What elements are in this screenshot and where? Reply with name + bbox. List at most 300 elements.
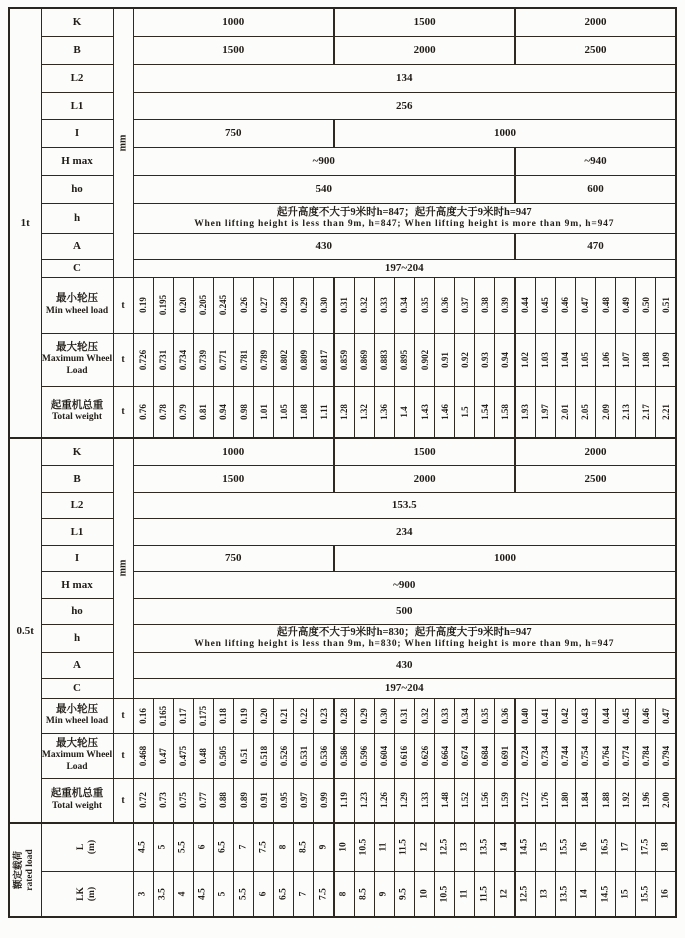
span-value-text: 10 [338,842,349,852]
load-value-text: 0.664 [439,745,450,766]
span-value-cell [314,823,334,871]
span-value-text: 11 [459,889,470,899]
load-value-text: 1.5 [459,406,470,418]
load-value-cell [294,333,314,386]
param-label-ho: ho [41,598,113,624]
load-value-text: 0.29 [359,707,370,724]
load-value-text: 0.93 [479,351,490,368]
table-row [9,277,676,333]
load-value-text: 0.195 [157,294,168,316]
table-row [9,652,676,678]
load-value-text: 0.859 [339,349,350,370]
dim-value-cell: 750 [133,119,334,147]
load-value-text: 0.526 [278,745,289,766]
load-value-text: 0.47 [157,747,168,764]
load-value-text: 0.89 [238,792,249,809]
load-value-cell [616,733,636,778]
load-value-text: 1.56 [479,792,490,809]
param-label-c: C [41,259,113,277]
table-row [9,571,676,598]
load-value-cell [234,778,254,823]
span-value-cell [435,823,455,871]
load-value-text: 0.30 [379,707,390,724]
dim-value-cell: 2500 [515,465,676,492]
span-value-cell [374,823,394,871]
span-value-text: 18 [660,842,671,852]
load-value-text: 0.49 [620,297,631,313]
load-value-cell [314,386,334,438]
load-value-cell [475,698,495,733]
dim-value-cell: 470 [515,233,676,259]
load-value-text: 1.03 [540,351,551,368]
load-value-text: 0.47 [660,707,671,724]
load-value-text: 0.536 [318,745,329,766]
load-value-cell [133,698,153,733]
load-value-cell [294,386,314,438]
rated-load-cn: 额定载荷 [14,851,25,890]
load-value-text: 0.38 [479,297,490,313]
load-value-text: 1.4 [399,406,410,418]
param-label-l2: L2 [41,492,113,518]
span-value-text: 5 [218,891,229,897]
span-value-text: 16.5 [600,838,611,856]
load-value-cell [354,733,374,778]
dim-value-cell: 1000 [133,8,334,36]
load-value-text: 0.32 [419,707,430,724]
load-value-cell [415,277,435,333]
param-label-i: I [41,545,113,571]
span-value-text: 11.5 [399,839,410,856]
load-value-text: 0.44 [520,297,531,313]
unit-t-cell: t [113,277,133,333]
load-value-text: 1.26 [379,792,390,809]
load-value-cell [475,333,495,386]
load-value-cell [455,733,475,778]
load-value-text: 0.604 [379,745,390,766]
load-value-cell [294,698,314,733]
load-value-text: 0.81 [198,403,209,420]
load-value-text: 1.19 [339,792,350,809]
load-value-cell [173,277,193,333]
load-value-cell [535,698,555,733]
span-value-text: 15.5 [559,838,570,856]
load-value-text: 2.17 [640,403,651,420]
load-value-text: 1.76 [540,792,551,809]
load-value-text: 0.31 [339,297,350,313]
table-row [9,92,676,119]
span-value-cell [153,871,173,917]
table-row [9,518,676,545]
load-value-cell [334,778,354,823]
span-value-cell [455,871,475,917]
load-value-text: 0.902 [419,349,430,370]
load-value-cell [555,698,575,733]
load-value-cell [455,778,475,823]
load-value-cell [394,386,414,438]
load-label-total-weight [41,386,113,438]
table-row [9,386,676,438]
unit-t-cell: t [113,698,133,733]
load-value-cell [213,386,233,438]
load-value-text: 0.29 [298,297,309,313]
load-value-text: 1.84 [580,792,591,809]
load-value-text: 0.45 [620,707,631,724]
span-value-cell [133,823,153,871]
span-value-cell [133,871,153,917]
table-row [9,545,676,571]
h-note-cn: 起升高度不大于9米时h=830；起升高度大于9米时h=947 [276,626,532,638]
span-value-cell [173,823,193,871]
load-value-cell [475,386,495,438]
param-label-h: h [41,624,113,652]
span-value-text: 12 [499,889,510,899]
load-value-cell [153,386,173,438]
load-value-cell [575,386,595,438]
span-value-cell [234,823,254,871]
span-value-text: 8.5 [358,887,369,900]
load-value-cell [314,733,334,778]
span-value-cell [415,823,435,871]
load-label-cn: 最小轮压 [56,293,98,304]
load-value-cell [636,778,656,823]
load-value-text: 0.40 [520,707,531,724]
rated-load-en: rated load [25,849,36,891]
param-label-h-max: H max [41,147,113,175]
load-value-text: 0.30 [318,297,329,313]
load-value-cell [334,386,354,438]
span-value-cell [575,871,595,917]
load-value-cell [294,778,314,823]
load-value-cell [656,277,676,333]
load-value-cell [515,277,535,333]
load-value-cell [173,333,193,386]
param-label-b: B [41,465,113,492]
span-value-cell [596,823,616,871]
load-value-cell [374,333,394,386]
dim-value-cell: 197~204 [133,259,676,277]
load-value-cell [455,698,475,733]
spec-table-body [9,8,676,917]
table-row [9,678,676,698]
load-value-text: 0.817 [318,349,329,370]
load-value-cell [596,733,616,778]
span-value-text: 9 [378,891,389,897]
span-value-cell [193,871,213,917]
load-value-cell [213,333,233,386]
load-value-text: 0.35 [479,707,490,724]
load-value-text: 0.774 [620,745,631,766]
table-row [9,175,676,203]
unit-mm-cell [113,438,133,698]
load-value-cell [435,698,455,733]
load-value-cell [133,277,153,333]
load-value-text: 1.46 [439,403,450,420]
dim-value-cell: 197~204 [133,678,676,698]
span-value-text: 10 [419,889,430,899]
span-value-text: 7 [238,844,249,850]
load-value-text: 0.43 [580,707,591,724]
load-value-text: 0.34 [459,707,470,724]
load-value-cell [475,277,495,333]
dim-value-cell: 600 [515,175,676,203]
load-value-cell [193,386,213,438]
param-label-a: A [41,233,113,259]
load-value-text: 0.33 [379,297,390,313]
span-value-cell [515,823,535,871]
param-label-b: B [41,36,113,64]
load-value-text: 0.691 [499,745,510,766]
dim-value-cell: 1500 [334,8,515,36]
load-value-text: 0.205 [198,294,209,316]
load-value-text: 0.91 [439,351,450,368]
span-value-text: 15.5 [640,885,651,903]
load-value-cell [274,698,294,733]
load-value-text: 0.684 [479,745,490,766]
span-unit: (m) [87,840,97,855]
load-value-text: 0.789 [258,349,269,370]
load-value-text: 0.31 [399,707,410,724]
load-value-cell [193,277,213,333]
load-value-cell [314,277,334,333]
load-value-cell [133,733,153,778]
load-value-cell [616,778,636,823]
load-label-en: Total weight [51,800,103,811]
load-value-cell [415,733,435,778]
span-value-cell [274,871,294,917]
load-value-text: 1.08 [298,403,309,420]
load-value-text: 0.165 [157,705,168,726]
load-value-cell [374,698,394,733]
span-value-cell [495,823,515,871]
load-value-text: 0.79 [178,403,189,420]
section-label-1t: 1t [9,8,41,438]
load-value-cell [173,733,193,778]
span-value-cell [153,823,173,871]
span-value-text: 4.5 [137,841,148,854]
load-value-cell [254,698,274,733]
load-value-cell [334,333,354,386]
dim-value-cell: 153.5 [133,492,676,518]
load-value-cell [415,386,435,438]
load-value-cell [515,333,535,386]
span-value-cell [555,823,575,871]
span-value-text: 12 [419,842,430,852]
load-value-cell [394,333,414,386]
load-value-text: 1.58 [499,403,510,420]
load-value-cell [555,733,575,778]
load-value-cell [274,778,294,823]
load-value-cell [274,277,294,333]
param-label-ho: ho [41,175,113,203]
param-label-k: K [41,8,113,36]
span-value-text: 14 [499,842,510,852]
load-value-text: 0.895 [399,349,410,370]
load-value-text: 2.05 [580,403,591,420]
load-value-cell [213,733,233,778]
load-value-cell [575,333,595,386]
h-note-cell [133,203,676,233]
span-value-text: 14.5 [600,885,611,903]
span-value-cell [213,871,233,917]
load-label-min-wheel-load [41,698,113,733]
load-value-text: 0.46 [640,707,651,724]
load-value-cell [636,386,656,438]
load-value-text: 0.44 [600,707,611,724]
load-value-text: 1.93 [520,403,531,420]
load-value-cell [415,778,435,823]
load-value-cell [254,333,274,386]
span-value-cell [455,823,475,871]
load-label-maximum-wheel-load [41,733,113,778]
load-value-cell [455,386,475,438]
load-value-cell [274,386,294,438]
load-value-cell [515,778,535,823]
load-value-text: 1.02 [520,351,531,368]
span-row-label-text [76,840,98,854]
load-value-cell [374,386,394,438]
load-value-text: 0.22 [298,707,309,724]
load-value-text: 0.98 [238,403,249,420]
load-value-cell [173,698,193,733]
load-value-cell [656,778,676,823]
load-label-cn: 最大轮压 [56,737,98,749]
load-value-cell [616,698,636,733]
load-value-cell [535,733,555,778]
span-value-text: 15 [539,842,550,852]
load-value-cell [636,698,656,733]
load-value-cell [575,733,595,778]
span-value-text: 3 [137,891,148,897]
load-value-cell [495,733,515,778]
span-value-text: 13.5 [479,838,490,856]
span-value-cell [374,871,394,917]
load-value-text: 2.00 [660,792,671,809]
span-value-cell [294,823,314,871]
dim-value-cell: 134 [133,64,676,92]
span-value-cell [294,871,314,917]
span-value-cell [334,823,354,871]
span-value-cell [596,871,616,917]
load-value-cell [314,698,334,733]
dim-value-cell: 1500 [133,465,334,492]
load-value-text: 0.48 [198,747,209,764]
span-unit: (m) [87,886,97,901]
load-value-cell [616,386,636,438]
load-value-text: 1.72 [520,792,531,809]
load-value-text: 0.91 [258,792,269,809]
load-value-cell [495,386,515,438]
dim-value-cell: 2000 [334,36,515,64]
span-value-text: 10.5 [439,885,450,903]
load-value-cell [254,386,274,438]
load-value-text: 0.88 [218,792,229,809]
span-value-cell [656,823,676,871]
span-value-text: 6.5 [278,887,289,900]
load-value-text: 0.734 [540,745,551,766]
load-value-text: 0.42 [560,707,571,724]
load-value-cell [435,333,455,386]
load-value-text: 1.48 [439,792,450,809]
load-value-cell [636,333,656,386]
load-value-cell [535,277,555,333]
load-value-text: 1.07 [620,351,631,368]
unit-t-cell: t [113,386,133,438]
load-value-text: 0.73 [157,792,168,809]
span-value-text: 11 [378,842,389,852]
h-note-cell [133,624,676,652]
load-label-en: Maximum Wheel Load [41,354,113,376]
load-value-text: 0.17 [178,707,189,724]
load-value-cell [354,698,374,733]
load-value-text: 0.45 [540,297,551,313]
span-value-text: 12.5 [439,838,450,856]
load-value-text: 0.77 [198,792,209,809]
load-value-cell [535,778,555,823]
load-value-cell [334,733,354,778]
load-value-text: 1.52 [459,792,470,809]
param-label-l1: L1 [41,92,113,119]
load-value-text: 0.739 [198,349,209,370]
span-row-label-l [41,823,133,871]
load-label-en: Total weight [51,412,103,423]
dim-value-cell: 1500 [133,36,334,64]
h-note-en: When lifting height is less than 9m, h=830; When lifting height is more than 9m, h=947 [194,638,615,649]
h-note-en: When lifting height is less than 9m, h=847; When lifting height is more than 9m, h=947 [194,218,615,229]
load-value-cell [636,733,656,778]
load-value-text: 0.39 [499,297,510,313]
dim-value-cell: 1500 [334,438,515,465]
load-value-text: 0.468 [137,745,148,766]
load-value-cell [193,778,213,823]
load-value-text: 0.869 [359,349,370,370]
load-value-text: 1.05 [580,351,591,368]
span-value-cell [535,823,555,871]
load-value-cell [294,277,314,333]
load-value-text: 1.59 [499,792,510,809]
span-value-text: 17.5 [640,838,651,856]
dim-value-cell: 750 [133,545,334,571]
load-value-text: 0.92 [459,351,470,368]
load-value-text: 0.97 [298,792,309,809]
span-value-cell [616,871,636,917]
load-label-cn: 起重机总重 [50,399,104,411]
load-value-text: 0.20 [258,707,269,724]
load-label-total-weight [41,778,113,823]
load-value-cell [495,277,515,333]
load-value-cell [616,333,636,386]
load-label-maximum-wheel-load [41,333,113,386]
load-value-text: 2.21 [660,403,671,420]
unit-mm-text: mm [117,559,129,577]
load-value-cell [153,277,173,333]
load-value-cell [193,333,213,386]
load-value-text: 0.674 [459,745,470,766]
load-value-cell [153,333,173,386]
span-value-cell [193,823,213,871]
span-value-text: 13 [539,889,550,899]
span-value-cell [435,871,455,917]
span-value-cell [394,871,414,917]
load-value-text: 0.518 [258,745,269,766]
load-value-cell [555,333,575,386]
span-value-cell [354,823,374,871]
load-value-cell [495,333,515,386]
load-value-cell [374,778,394,823]
load-value-cell [596,333,616,386]
load-value-cell [314,778,334,823]
dim-value-cell: 2000 [334,465,515,492]
load-value-text: 1.36 [379,403,390,420]
